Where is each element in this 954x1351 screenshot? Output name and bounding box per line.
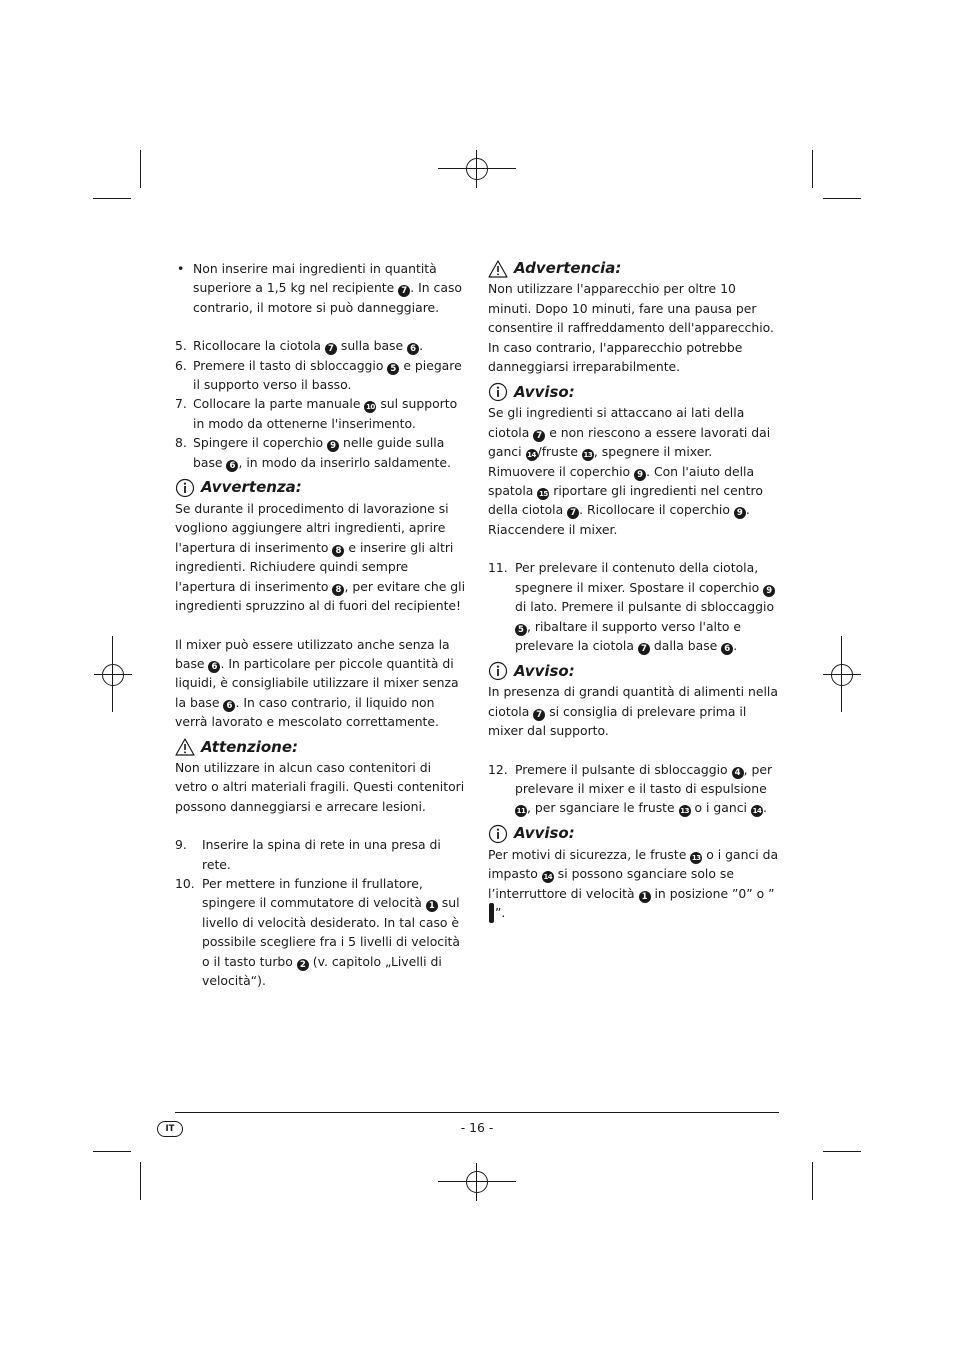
registration-target: [458, 1163, 496, 1201]
avviso-text: In presenza di grandi quantità di alimenti nella ciotola 7 si consiglia di prelevare prima il mixer dal supporto.: [488, 684, 778, 739]
bullet-item: • Non inserire mai ingredienti in quantità superiore a 1,5 kg nel recipiente 7 . In caso contrario, il motore si può danneggiare.: [177, 261, 462, 315]
part-number-badge: 2: [297, 959, 309, 971]
crop-mark: [93, 198, 131, 199]
part-number-badge: 9: [634, 469, 646, 481]
advertencia-text: Non utilizzare l'apparecchio per oltre 10 minuti. Dopo 10 minuti, fare una pausa per consentire il raffreddamento dell'apparecchio. In caso contrario, l'apparecchio potrebbe danneggiarsi irreparabilmente.: [488, 281, 774, 375]
part-number-badge: 14: [752, 807, 762, 816]
section-heading-avviso: Avviso:: [488, 661, 780, 681]
part-number-badge: 6: [226, 460, 238, 472]
crop-mark: [823, 198, 861, 199]
part-number-badge: 14: [543, 873, 553, 882]
avviso-text: Per motivi di sicurezza, le fruste 13 o i ganci da impasto 14 si possono sganciare solo se l’interruttore di velocità 1 in posizione ”0” o ””.: [488, 845, 780, 923]
section-heading-avviso: Avviso:: [488, 824, 780, 844]
part-number-badge: 13: [680, 807, 689, 816]
part-number-badge: 9: [763, 585, 775, 597]
step-item: 8. Spingere il coperchio 9 nelle guide sulla base 6 , in modo da inserirlo saldamente.: [175, 435, 451, 471]
part-number-badge: 9: [734, 507, 746, 519]
section-heading-advertencia: Advertencia:: [488, 259, 780, 278]
step-item: 12. Premere il pulsante di sbloccaggio 4 , per prelevare il mixer e il tasto di espulsione 11 , per sganciare le fruste 13 o i ganci 14 .: [488, 761, 773, 816]
right-column: [488, 259, 780, 923]
crop-mark: [140, 1162, 141, 1200]
info-icon: [488, 661, 508, 681]
step-item: 10. Per mettere in funzione il frullatore, spingere il commutatore di velocità 1 sul livello di velocità desiderato. In tal caso è possibile scegliere fra i 5 livelli di velocità o il tasto turbo 2 (v. capitolo „Livelli di velocità“).: [175, 875, 460, 988]
info-icon: [488, 382, 508, 402]
part-number-badge: 6: [208, 661, 220, 673]
part-number-badge: 5: [387, 363, 399, 375]
warning-icon: [488, 260, 508, 278]
part-number-badge: 8: [332, 545, 344, 557]
part-number-badge: 9: [327, 440, 339, 452]
pulse-symbol-icon: [489, 903, 494, 923]
left-column: [175, 259, 467, 990]
part-number-badge: 6: [407, 343, 419, 355]
part-number-badge: 13: [691, 853, 701, 862]
footer-divider: [175, 1112, 779, 1113]
part-number-badge: 11: [516, 807, 526, 816]
part-number-badge: 7: [325, 343, 337, 355]
part-number-badge: 1: [426, 900, 438, 912]
avvertenza-text: Se durante il procedimento di lavorazione si vogliono aggiungere altri ingredienti, aprire l'apertura di inserimento 8 e inserire gli altri ingredienti. Richiudere quindi sempre l'apertura di inserimento 8 , per evitare che gli ingredienti spruzzino al di fuori del recipiente!: [175, 501, 466, 614]
part-number-badge: 7: [398, 285, 410, 297]
part-number-badge: 10: [366, 403, 375, 412]
part-number-badge: 6: [721, 643, 733, 655]
part-number-badge: 7: [638, 643, 650, 655]
part-number-badge: 5: [515, 624, 527, 636]
language-badge: IT: [157, 1121, 183, 1137]
warning-icon: [175, 738, 195, 756]
info-icon: [488, 824, 508, 844]
crop-mark: [812, 150, 813, 188]
part-number-badge: 13: [583, 451, 593, 460]
part-number-badge: 6: [223, 700, 235, 712]
part-number-badge: 14: [527, 451, 536, 460]
part-number-badge: 7: [533, 709, 545, 721]
crop-mark: [140, 150, 141, 188]
crop-mark: [812, 1162, 813, 1200]
part-number-badge: 7: [567, 507, 579, 519]
mixer-note-text: Il mixer può essere utilizzato anche senza la base 6 . In particolare per piccole quantità di liquidi, è consigliabile utilizzare il mixer senza la base 6 . In caso contrario, il liquido non verrà lavorato e mescolato correttamente.: [175, 636, 459, 730]
part-number-badge: 8: [332, 584, 344, 596]
attenzione-text: Non utilizzare in alcun caso contenitori di vetro o altri materiali fragili. Questi contenitori possono danneggiarsi e arrecare lesioni.: [175, 759, 465, 814]
step-item: 5. Ricollocare la ciotola 7 sulla base 6 .: [175, 338, 424, 355]
part-number-badge: 1: [639, 891, 651, 903]
section-heading-attenzione: Attenzione:: [175, 738, 467, 757]
crop-mark: [823, 1151, 861, 1152]
part-number-badge: 4: [732, 767, 744, 779]
step-item: 7. Collocare la parte manuale 10 sul supporto in modo da ottenerne l'inserimento.: [175, 396, 458, 431]
step-item: 9. Inserire la spina di rete in una presa di rete.: [175, 837, 441, 872]
page-number: - 16 -: [460, 1120, 494, 1135]
section-heading-avvertenza: Avvertenza:: [175, 478, 467, 498]
step-item: 11. Per prelevare il contenuto della ciotola, spegnere il mixer. Spostare il coperchio 9 di lato. Premere il pulsante di sbloccaggio 5 , ribaltare il supporto verso l'alto e prelevare la ciotola 7 dalla base 6 .: [488, 560, 775, 654]
avviso-text: Se gli ingredienti si attaccano ai lati della ciotola 7 e non riescono a essere lavorati dai ganci 14 /fruste 13 , spegnere il mixer. Rimuovere il coperchio 9 . Con l'aiuto della spatola 15 riportare gli ingredienti nel centro della ciotola 7 . Ricollocare il coperchio 9 . Riaccendere il mixer.: [488, 405, 771, 537]
part-number-badge: 15: [538, 490, 548, 499]
info-icon: [175, 478, 195, 498]
registration-target: [94, 656, 132, 694]
step-item: 6. Premere il tasto di sbloccaggio 5 e piegare il supporto verso il basso.: [175, 357, 462, 393]
registration-target: [823, 656, 861, 694]
part-number-badge: 7: [533, 430, 545, 442]
crop-mark: [93, 1151, 131, 1152]
registration-target: [458, 150, 496, 188]
section-heading-avviso: Avviso:: [488, 382, 780, 402]
